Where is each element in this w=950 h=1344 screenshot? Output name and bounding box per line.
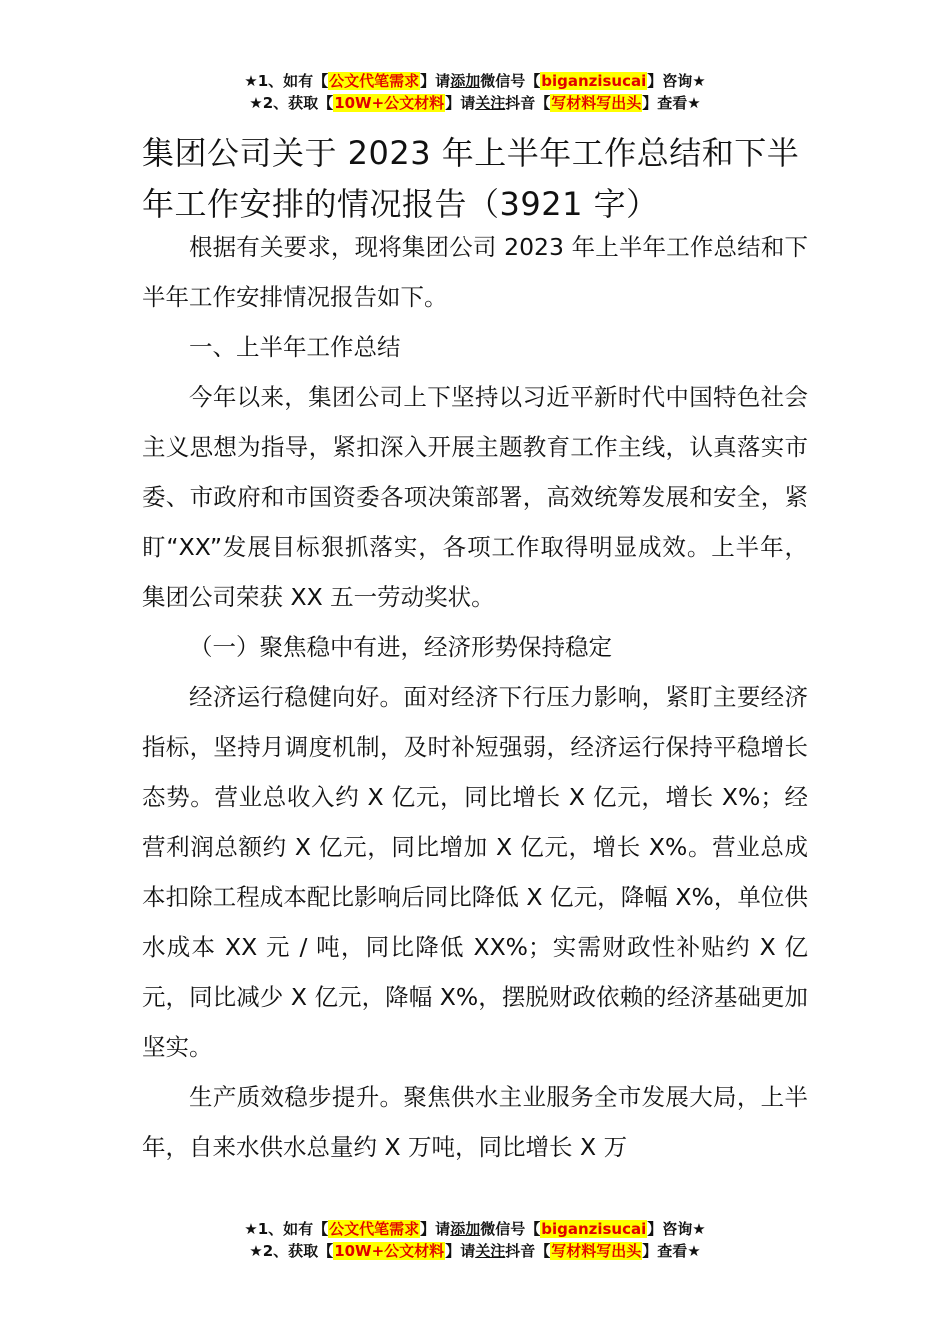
document-title: 集团公司关于 2023 年上半年工作总结和下半年工作安排的情况报告（3921 字） — [142, 134, 800, 223]
paragraph: 生产质效稳步提升。聚焦供水主业服务全市发展大局，上半年，自来水供水总量约 X 万吨，同比增长 X 万 — [142, 1083, 808, 1161]
promo-line-1 — [0, 1218, 950, 1240]
promo-text: 微信号【 — [480, 1220, 541, 1238]
highlight-text: 10W+公文材料 — [334, 1242, 445, 1260]
promo-text: 】咨询★ — [647, 1220, 706, 1238]
underlined-text: 关注 — [475, 1242, 506, 1260]
promo-text: 】请 — [445, 1242, 476, 1260]
paragraph: 今年以来，集团公司上下坚持以习近平新时代中国特色社会主义思想为指导，紧扣深入开展主题教育工作主线，认真落实市委、市政府和市国资委各项决策部署，高效统筹发展和安全，紧盯“XX”发展目标狠抓落实，各项工作取得明显成效。上半年，集团公司荣获 XX 五一劳动奖状。 — [142, 383, 808, 611]
promo-text: ★1、如有【 — [244, 1220, 329, 1238]
promo-text: 抖音【 — [505, 94, 551, 112]
promo-banner-bottom — [0, 1218, 950, 1262]
section-heading: 一、上半年工作总结 — [189, 333, 401, 361]
promo-text: 】请 — [420, 1220, 451, 1238]
promo-text: ★1、如有【 — [244, 72, 329, 90]
wechat-id: biganzisucai — [541, 1220, 647, 1238]
promo-text: ★2、获取【 — [249, 1242, 334, 1260]
highlight-text: 公文代笔需求 — [329, 1220, 420, 1238]
underlined-text: 添加 — [450, 72, 481, 90]
promo-text: 】请 — [420, 72, 451, 90]
highlight-text: 公文代笔需求 — [329, 72, 420, 90]
promo-text: 抖音【 — [505, 1242, 551, 1260]
promo-text: 】请 — [445, 94, 476, 112]
underlined-text: 关注 — [475, 94, 506, 112]
promo-text: 】咨询★ — [647, 72, 706, 90]
promo-text: 】查看★ — [642, 1242, 701, 1260]
wechat-id: biganzisucai — [541, 72, 647, 90]
promo-text: ★2、获取【 — [249, 94, 334, 112]
paragraph: 根据有关要求，现将集团公司 2023 年上半年工作总结和下半年工作安排情况报告如下。 — [142, 233, 808, 311]
underlined-text: 添加 — [450, 1220, 481, 1238]
document-body — [142, 222, 808, 1172]
promo-line-2 — [0, 92, 950, 114]
subsection-heading: （一）聚焦稳中有进，经济形势保持稳定 — [189, 633, 612, 661]
promo-banner-top — [0, 70, 950, 114]
promo-line-1 — [0, 70, 950, 92]
promo-text: 微信号【 — [480, 72, 541, 90]
douyin-account: 写材料写出头 — [551, 94, 642, 112]
promo-text: 】查看★ — [642, 94, 701, 112]
highlight-text: 10W+公文材料 — [334, 94, 445, 112]
paragraph: 经济运行稳健向好。面对经济下行压力影响，紧盯主要经济指标，坚持月调度机制，及时补短强弱，经济运行保持平稳增长态势。营业总收入约 X 亿元，同比增长 X 亿元，增长 X%；经营利润总额约 X 亿元，同比增加 X 亿元，增长 X%。营业总成本扣除工程成本配比影响后同比降低 X 亿元，降幅 X%，单位供水成本 XX 元 / 吨，同比降低 XX%；实需财政性补贴约 X 亿元，同比减少 X 亿元，降幅 X%，摆脱财政依赖的经济基础更加坚实。 — [142, 683, 808, 1061]
promo-line-2 — [0, 1240, 950, 1262]
douyin-account: 写材料写出头 — [551, 1242, 642, 1260]
